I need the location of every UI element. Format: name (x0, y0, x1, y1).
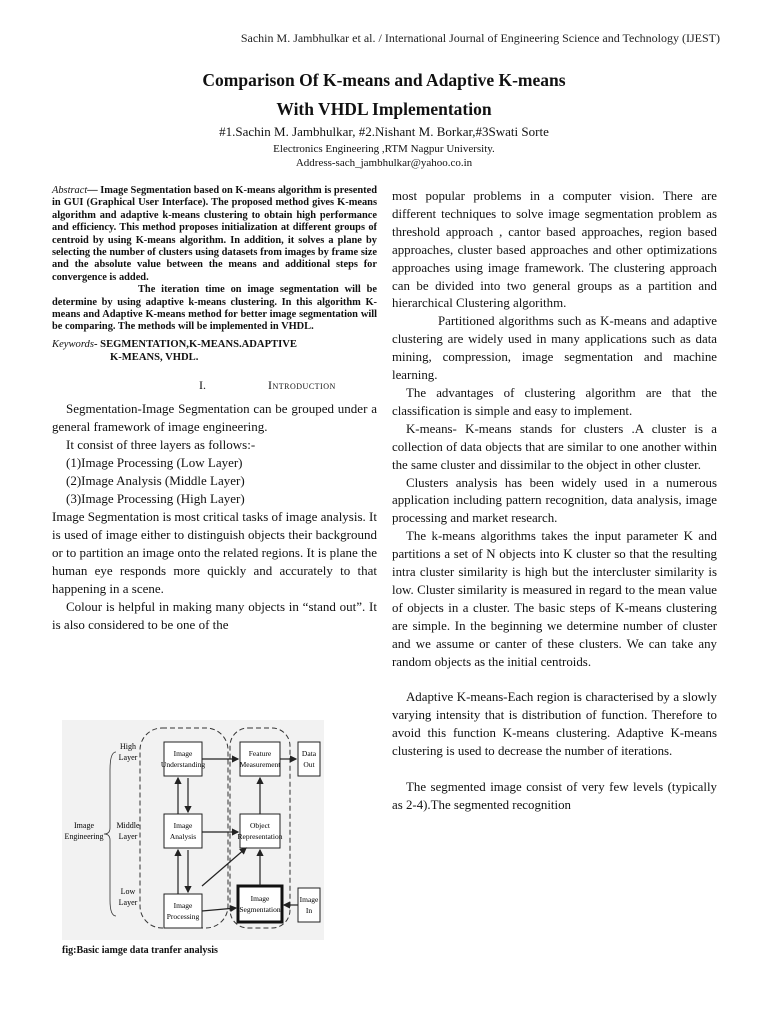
right-paragraph-7: Adaptive K-means-Each region is characterised by a slowly varying intensity that is distribution of function. Therefore to avoid this function K-means clustering. Adaptive K-means clustering is used to decrease the number of iterations. (392, 690, 717, 759)
svg-text:Image: Image (173, 821, 193, 830)
diagram-svg (62, 720, 324, 940)
abstract-paragraph-1: Abstract— Image Segmentation based on K-means algorithm is presented in GUI (Graphical User Interface). The proposed method gives K-means algorithm and adaptive k-means clustering to obtain high performance and efficiency. This method proposes initialization at different groups of centroid by using K-means algorithm. In addition, it solves a plane by selecting the number of clusters using datasets from images by frame size and the absolute value between the means and additional steps for convergence is added. (52, 185, 377, 283)
box-image-understanding (164, 742, 202, 776)
abstract-text-2: The iteration time on image segmentation will be determine by using adaptive k-means clustering. In this algorithm K-means and Adaptive K-means method for better image segmentation will be comparing. The methods will be implemented in VHDL. (52, 284, 377, 333)
box-image-processing (164, 894, 202, 928)
intro-paragraph-2: It consist of three layers as follows:- (66, 436, 256, 452)
layer-list-item: (3)Image Processing (High Layer) (66, 490, 245, 506)
svg-text:Processing: Processing (166, 912, 200, 921)
svg-text:Analysis: Analysis (169, 832, 197, 841)
left-column (52, 185, 377, 634)
keywords-line-2: K-MEANS, VHDL. (110, 351, 199, 363)
svg-text:In: In (305, 906, 313, 915)
right-paragraph-8: The segmented image consist of very few levels (typically as 2-4).The segmented recognition (392, 780, 717, 812)
section-number: I. (199, 377, 206, 392)
author-list: #1.Sachin M. Jambhulkar, #2.Nishant M. Borkar,#3Swati Sorte (219, 124, 549, 139)
layer-list-item: (1)Image Processing (Low Layer) (66, 454, 243, 470)
intro-paragraph-4: Colour is helpful in making many objects in “stand out”. It is also considered to be one of the (52, 598, 377, 632)
layer-list-item: (2)Image Analysis (Middle Layer) (66, 472, 245, 488)
svg-text:Data: Data (301, 749, 317, 758)
right-paragraph-5: Clusters analysis has been widely used in a numerous application including pattern recognition, data analysis, image processing and market research. (392, 475, 717, 526)
affiliation: Electronics Engineering ,RTM Nagpur University. (273, 143, 495, 155)
svg-text:Out: Out (303, 760, 315, 769)
svg-text:Image: Image (173, 901, 193, 910)
right-paragraph-3: The advantages of clustering algorithm are that the classification is simple and easy to implement. (392, 385, 717, 418)
box-image-segmentation (238, 886, 282, 922)
right-column (392, 188, 717, 815)
svg-text:Measurement: Measurement (239, 760, 281, 769)
layer-label-low-2: Layer (118, 898, 138, 907)
engineering-label-1: Image (74, 821, 94, 830)
svg-text:Segmentation: Segmentation (239, 905, 281, 914)
svg-text:Representation: Representation (237, 832, 283, 841)
keywords: Keywords- SEGMENTATION,K-MEANS.ADAPTIVE K-MEANS, VHDL. (52, 338, 377, 364)
section-name: Introduction (268, 377, 336, 392)
layer-label-middle-2: Layer (118, 832, 138, 841)
layer-label-low-1: Low (120, 887, 136, 896)
layer-label-high-1: High (120, 742, 136, 751)
right-paragraph-2: Partitioned algorithms such as K-means and adaptive clustering are widely used in many applications such as data mining, compression, image segmentation and machine learning. (392, 314, 717, 383)
abstract-text-1: Image Segmentation based on K-means algorithm is presented in GUI (Graphical User Interface). The proposed method gives K-means algorithm and adaptive k-means clustering to obtain high performance and efficiency. This method proposes initialization at different groups of centroid by using K-means algorithm. In addition, it solves a plane by selecting the number of clusters using datasets from images by frame size and the absolute value between the means and additional steps for convergence is added. (52, 185, 377, 283)
right-paragraph-1: most popular problems in a computer vision. There are different techniques to solve image segmentation problem as threshold approach , cantor based approaches, region based approaches, cluster based approaches and other optimizations approaches using image framework. The clustering approach can be divided into two general groups as a partition and hierarchical Clustering algorithm. (392, 189, 717, 311)
intro-paragraph-3: Image Segmentation is most critical tasks of image analysis. It is used of image either to distinguish objects their background or to partition an image onto the related regions. It is plane the human eye responds more quickly and accurately to that happening in a scene. (52, 508, 377, 596)
intro-paragraph-1: Segmentation-Image Segmentation can be grouped under a general framework of image engineering. (52, 400, 377, 434)
box-image-in (298, 888, 320, 922)
layer-label-high-2: Layer (118, 753, 138, 762)
box-object-representation (240, 814, 280, 848)
svg-text:Image: Image (250, 894, 270, 903)
keywords-label: Keywords (52, 338, 94, 350)
author-email: Address-sach_jambhulkar@yahoo.co.in (295, 157, 473, 169)
box-feature-measurement (240, 742, 280, 776)
svg-text:Image: Image (173, 749, 193, 758)
running-head: Sachin M. Jambhulkar et al. / International Journal of Engineering Science and Technology (IJEST) (240, 31, 720, 45)
svg-text:Image: Image (299, 895, 319, 904)
keywords-line-1: SEGMENTATION,K-MEANS.ADAPTIVE (100, 338, 297, 350)
abstract-label: Abstract (52, 185, 88, 196)
box-image-analysis (164, 814, 202, 848)
engineering-label-2: Engineering (64, 832, 104, 841)
figure-image-engineering-diagram (62, 720, 324, 940)
right-paragraph-6: The k-means algorithms takes the input parameter K and partitions a set of N objects into K cluster so that the resulting intra cluster similarity is high but the intercluster similarity is low. Cluster similarity is measured in regard to the mean value of objects in a cluster. The basic steps of K-means clustering are simple. In the beginning we determine number of cluster and we assume or canter of these clusters. We can take any random objects as the initial centroids. (392, 529, 717, 669)
box-data-out (298, 742, 320, 776)
svg-text:Feature: Feature (248, 749, 272, 758)
section-heading-introduction (52, 378, 377, 394)
layer-label-middle-1: Middle (116, 821, 140, 830)
figure-caption: fig:Basic iamge data tranfer analysis (62, 945, 218, 956)
svg-text:Object: Object (250, 821, 270, 830)
paper-title-line-2: With VHDL Implementation (276, 99, 492, 119)
paper-title-line-1: Comparison Of K-means and Adaptive K-means (202, 70, 566, 90)
svg-text:Understanding: Understanding (160, 760, 206, 769)
right-paragraph-4: K-means- K-means stands for clusters .A cluster is a collection of data objects that are similar to one another within the same cluster and dissimilar to the object in other cluster. (392, 421, 717, 472)
